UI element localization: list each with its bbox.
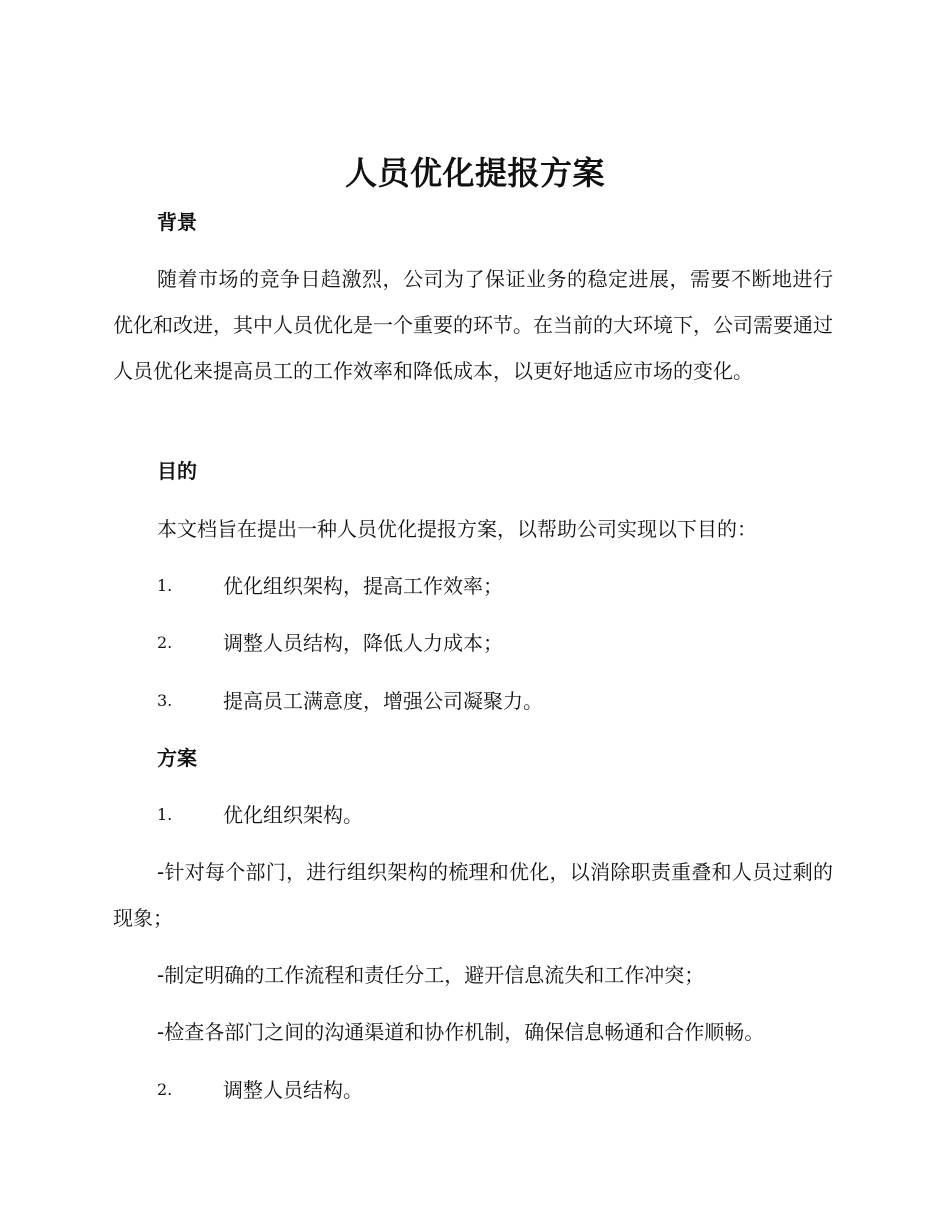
- background-paragraph: 随着市场的竞争日趋激烈，公司为了保证业务的稳定进展，需要不断地进行优化和改进，其中人员优化是一个重要的环节。在当前的大环境下，公司需要通过人员优化来提高员工的工作效率和降低成本，以更好地适应市场的变化。: [113, 267, 833, 383]
- list-text: 提高员工满意度，增强公司凝聚力。: [223, 689, 543, 713]
- plan-bullet: -检查各部门之间的沟通渠道和协作机制，确保信息畅通和合作顺畅。: [157, 1020, 765, 1044]
- section-heading-plan: 方案: [157, 746, 197, 770]
- list-text: 优化组织架构，提高工作效率；: [223, 574, 503, 598]
- list-text: 调整人员结构，降低人力成本；: [223, 631, 503, 655]
- section-heading-purpose: 目的: [157, 459, 197, 483]
- list-number: 1.: [157, 805, 173, 824]
- list-text: 优化组织架构。: [223, 803, 363, 827]
- list-number: 2.: [157, 1080, 173, 1099]
- list-number: 1.: [157, 576, 173, 595]
- list-number: 3.: [157, 691, 173, 710]
- list-number: 2.: [157, 633, 173, 652]
- section-heading-background: 背景: [157, 210, 197, 234]
- document-title: 人员优化提报方案: [344, 154, 605, 192]
- purpose-intro: 本文档旨在提出一种人员优化提报方案，以帮助公司实现以下目的：: [157, 517, 757, 541]
- plan-bullet: -制定明确的工作流程和责任分工，避开信息流失和工作冲突；: [157, 963, 705, 987]
- list-text: 调整人员结构。: [223, 1078, 363, 1102]
- plan-bullet: -针对每个部门，进行组织架构的梳理和优化，以消除职责重叠和人员过剩的现象；: [113, 860, 833, 930]
